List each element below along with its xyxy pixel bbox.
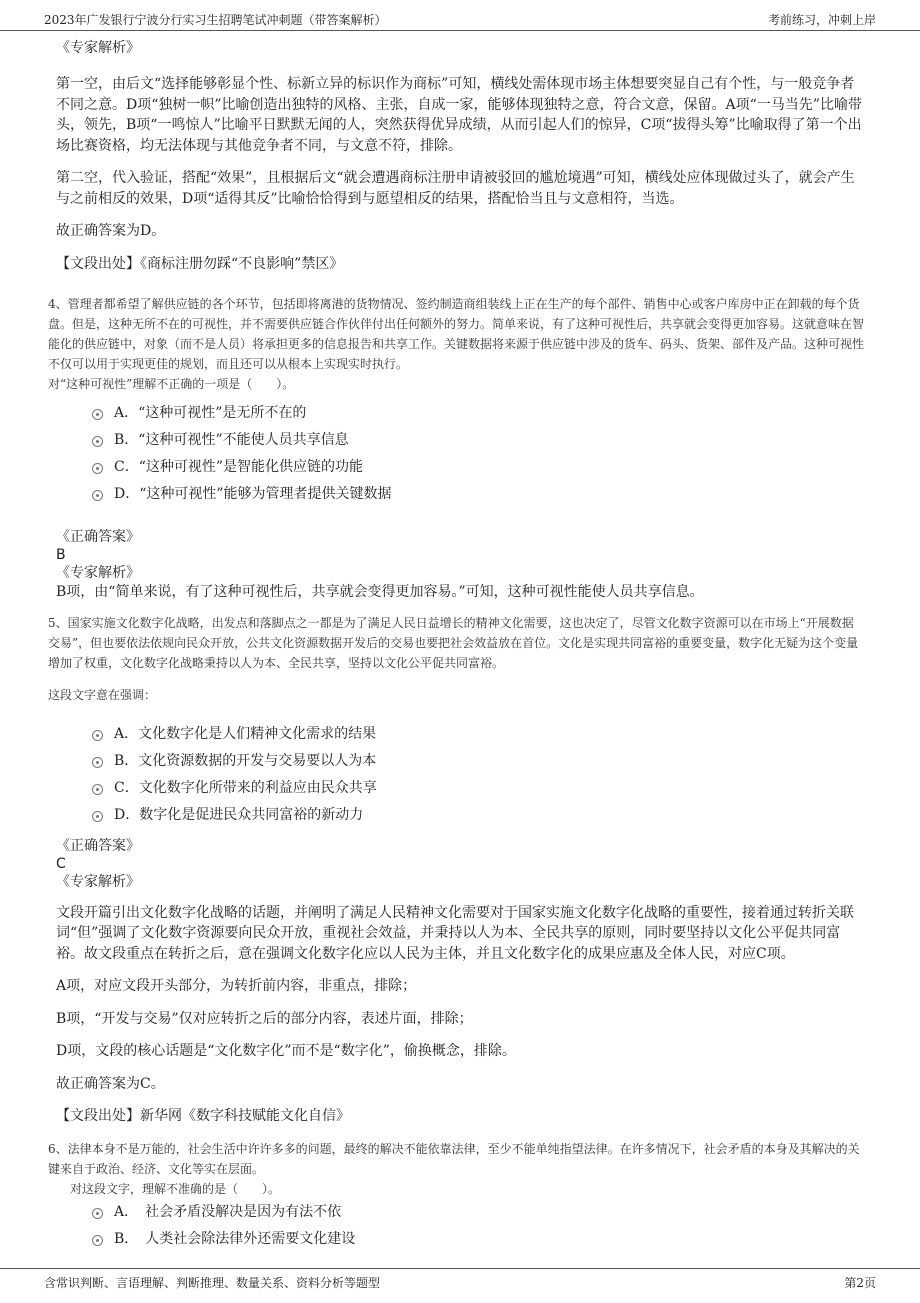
q5-answer: C: [56, 855, 66, 872]
q4-option-c[interactable]: [92, 454, 864, 481]
q5-analysis-paragraph-2: A项，对应文段开头部分，为转折前内容，非重点，排除；: [56, 978, 417, 994]
q3-analysis-paragraph-2: 第二空，代入验证，搭配“效果”，且根据后文“就会遭遇商标注册申请被驳回的尴尬境遇”可知，横线处应体现做过头了，就会产生与之前相反的效果，D项“适得其反”比喻恰恰得到与愿望相反的结果，搭配恰当且与文意相符，当选。: [56, 170, 855, 207]
q5-analysis-paragraph-1: 文段开篇引出文化数字化战略的话题，并阐明了满足人民精神文化需要对于国家实施文化数字化战略的重要性，接着通过转折关联词“但”强调了文化数字资源要向民众开放，重视社会效益，并秉持以人为本、全民共享的原则，同时要坚持以文化公平促共同富裕。故文段重点在转折之后，意在强调文化数字化应以人民为主体，并且文化数字化的成果应惠及全体人民，对应C项。: [56, 904, 854, 962]
q3-source: 【文段出处】《商标注册勿踩“不良影响”禁区》: [56, 255, 344, 272]
radio-icon[interactable]: [92, 409, 103, 420]
option-label: B．“这种可视性”不能使人员共享信息: [114, 432, 349, 448]
q5-option-c[interactable]: [92, 775, 864, 802]
option-label: C．“这种可视性”是智能化供应链的功能: [114, 459, 364, 475]
q5-option-b[interactable]: [92, 748, 864, 775]
q5-source: 【文段出处】新华网《数字科技赋能文化自信》: [56, 1108, 350, 1124]
radio-icon[interactable]: [92, 1235, 103, 1246]
q4-answer: B: [56, 547, 66, 563]
q4-option-b[interactable]: [92, 427, 864, 454]
option-label: C．文化数字化所带来的利益应由民众共享: [114, 779, 377, 796]
q6-stem: 6、法律本身不是万能的，社会生活中许许多多的问题，最终的解决不能依靠法律，至少不能单纯指望法律。在许多情况下，社会矛盾的本身及其解决的关键来自于政治、经济、文化等实在层面。: [48, 1141, 860, 1176]
q4-option-a[interactable]: [92, 400, 864, 427]
footer-description: 含常识判断、言语理解、判断推理、数量关系、资料分析等题型: [44, 1276, 381, 1290]
q5-option-d[interactable]: [92, 802, 864, 829]
page-header: [0, 0, 920, 31]
option-label: A．“这种可视性”是无所不在的: [114, 405, 307, 421]
q6-option-b[interactable]: [92, 1226, 864, 1253]
q4-option-d[interactable]: [92, 481, 864, 508]
q3-analysis-paragraph-1: 第一空，由后文“选择能够彰显个性、标新立异的标识作为商标”可知，横线处需体现市场主体想要突显自己有个性，与一般竞争者不同之意。D项“独树一帜”比喻创造出独特的风格、主张，自成一家，能够体现独特之意，符合文意，保留。A项“一马当先”比喻带头，领先，B项“一鸣惊人”比喻平日默默无闻的人，突然获得优异成绩，从而引起人们的惊异，C项“拔得头筹”比喻取得了第一个出场比赛资格，均无法体现与其他竞争者不同，与文意不符，排除。: [56, 76, 862, 154]
radio-icon[interactable]: [92, 1208, 103, 1219]
q5-analysis-paragraph-3: B项，“开发与交易”仅对应转折之后的部分内容，表述片面，排除；: [56, 1010, 473, 1027]
q6-question: 对这段文字，理解不准确的是（ ）。: [70, 1181, 281, 1196]
q5-stem: 5、国家实施文化数字化战略，出发点和落脚点之一都是为了满足人民日益增长的精神文化需要，这也决定了，尽管文化数字资源可以在市场上“开展数据交易”，但也要依法依规向民众开放，公共文化资源数据开发后的交易也要把社会效益放在首位。文化是实现共同富裕的重要变量，数字化无疑为这个变量增加了权重，文化数字化战略秉持以人为本、全民共享，坚持以文化公平促共同富裕。: [48, 615, 859, 670]
expert-analysis-label: 《专家解析》: [56, 873, 140, 890]
radio-icon[interactable]: [92, 784, 103, 795]
radio-icon[interactable]: [92, 811, 103, 822]
option-label: B． 人类社会除法律外还需要文化建设: [114, 1230, 356, 1247]
page-footer: [0, 1268, 920, 1303]
q5-analysis-paragraph-4: D项，文段的核心话题是“文化数字化”而不是“数字化”，偷换概念，排除。: [56, 1043, 516, 1059]
radio-icon[interactable]: [92, 757, 103, 768]
correct-answer-label: 《正确答案》: [56, 837, 140, 854]
radio-icon[interactable]: [92, 436, 103, 447]
q3-conclusion: 故正确答案为D。: [56, 223, 166, 239]
page-content: [48, 38, 865, 1253]
q4-analysis: B项，由“简单来说，有了这种可视性后，共享就会变得更加容易。”可知，这种可视性能使人员共享信息。: [56, 584, 704, 600]
q5-conclusion: 故正确答案为C。: [56, 1075, 165, 1092]
page-number: 第2页: [844, 1276, 876, 1290]
header-title: 2023年广发银行宁波分行实习生招聘笔试冲刺题（带答案解析）: [44, 13, 387, 27]
option-label: B．文化资源数据的开发与交易要以人为本: [114, 752, 377, 769]
header-slogan: 考前练习，冲刺上岸: [767, 13, 876, 27]
option-label: A．文化数字化是人们精神文化需求的结果: [114, 725, 377, 742]
radio-icon[interactable]: [92, 463, 103, 474]
q4-question: 对“这种可视性”理解不正确的一项是（ ）。: [48, 377, 295, 391]
option-label: D．“这种可视性”能够为管理者提供关键数据: [114, 486, 392, 502]
q5-question: 这段文字意在强调：: [48, 687, 157, 702]
option-label: D．数字化是促进民众共同富裕的新动力: [114, 806, 364, 823]
radio-icon[interactable]: [92, 730, 103, 741]
expert-analysis-label: 《专家解析》: [56, 565, 140, 581]
correct-answer-label: 《正确答案》: [56, 529, 140, 545]
option-label: A． 社会矛盾没解决是因为有法不依: [114, 1203, 342, 1220]
q6-option-a[interactable]: [92, 1199, 864, 1226]
q4-stem: 4、管理者都希望了解供应链的各个环节，包括即将离港的货物情况、签约制造商组装线上正在生产的每个部件、销售中心或客户库房中正在卸载的每个货盘。但是，这种无所不在的可视性，并不需要供应链合作伙伴付出任何额外的努力。简单来说，有了这种可视性后，共享就会变得更加容易。这就意味在智能化的供应链中，对象（而不是人员）将承担更多的信息报告和共享工作。关键数据将来源于供应链中涉及的货车、码头、货架、部件及产品。这种可视性不仅可以用于实现更佳的规划，而且还可以从根本上实现实时执行。: [48, 297, 865, 371]
radio-icon[interactable]: [92, 490, 103, 501]
q5-option-a[interactable]: [92, 721, 864, 748]
expert-analysis-label: 《专家解析》: [56, 40, 140, 56]
